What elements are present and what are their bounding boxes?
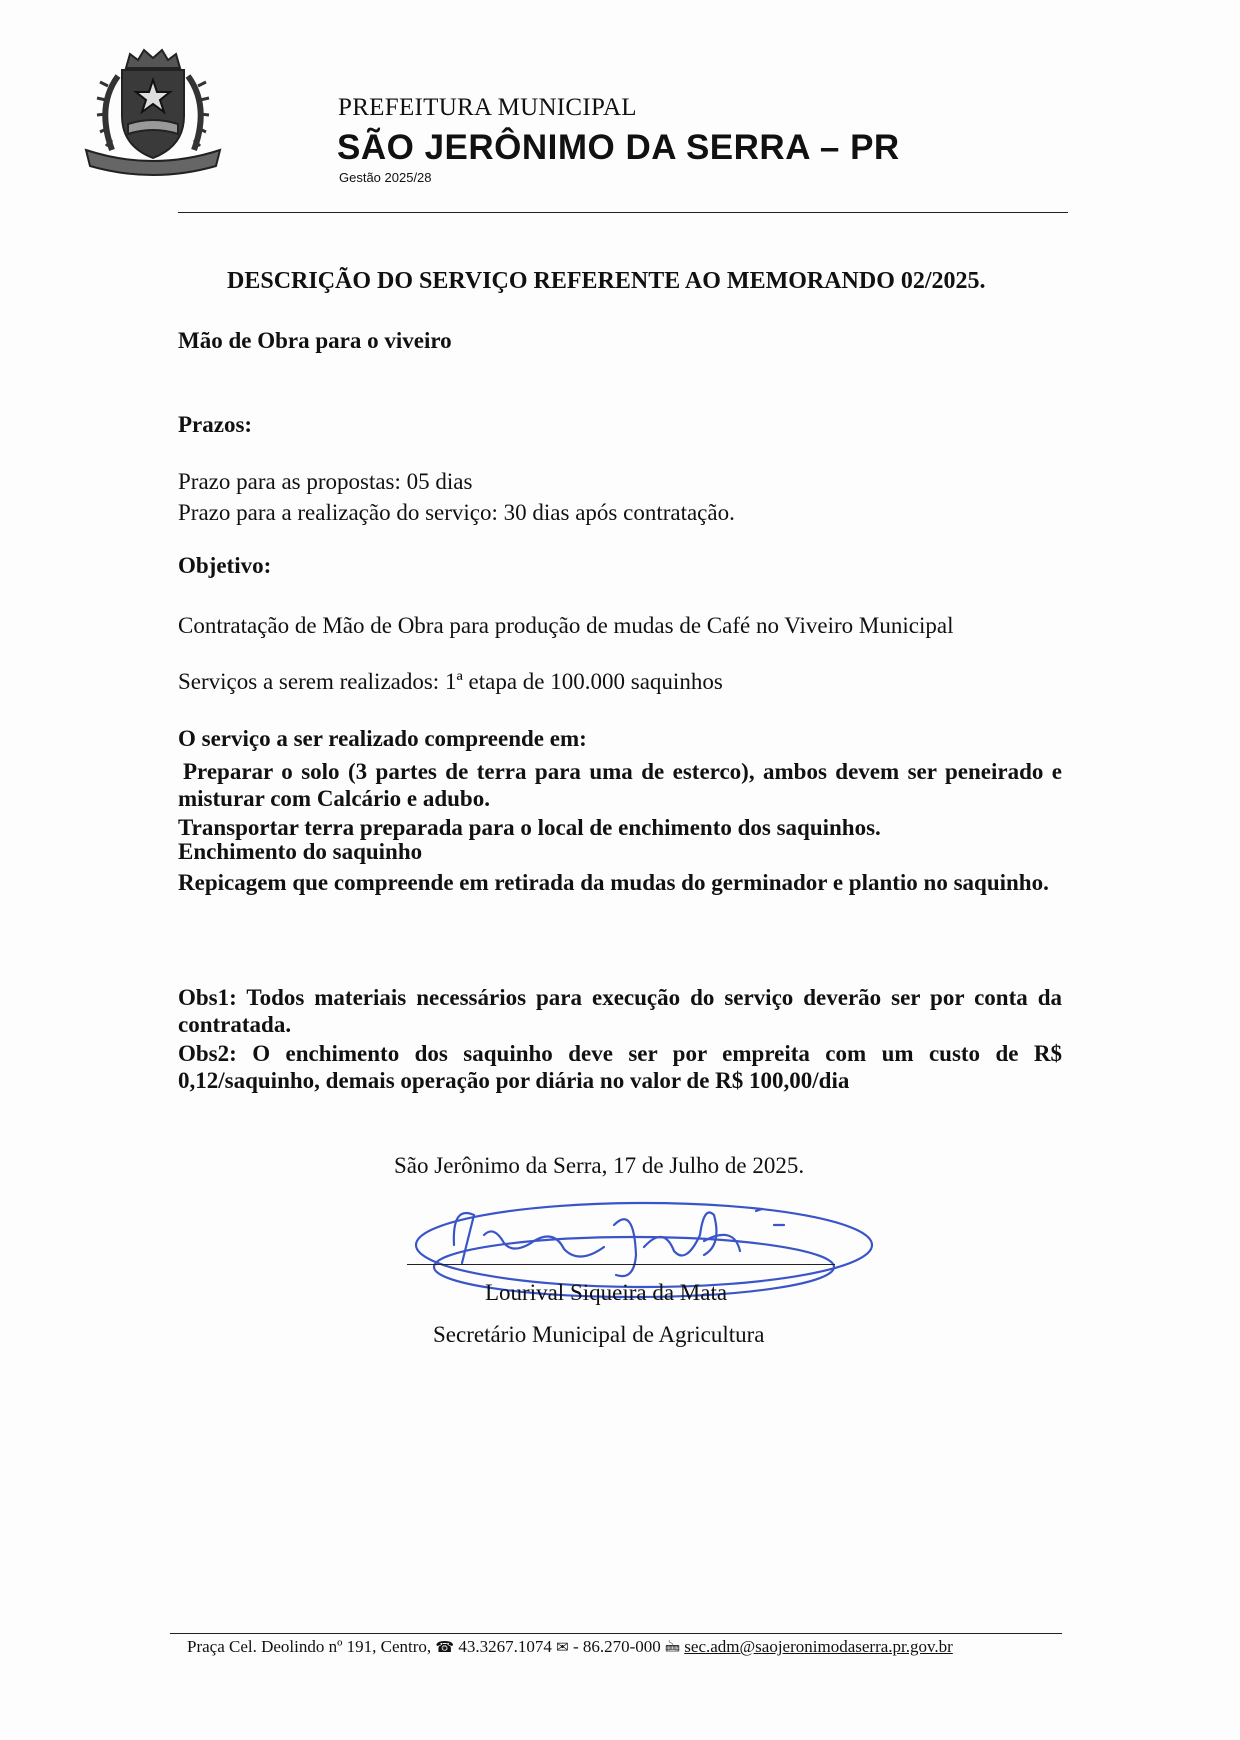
header-gestao: Gestão 2025/28 xyxy=(339,170,432,185)
subtitle: Mão de Obra para o viveiro xyxy=(178,328,452,353)
servico-item-1: Preparar o solo (3 partes de terra para uma de esterco), ambos devem ser peneirado e misturar com Calcário e adubo. xyxy=(178,759,1062,811)
phone-icon: ☎ xyxy=(435,1638,455,1656)
coat-of-arms-icon xyxy=(78,46,228,178)
header-divider xyxy=(178,212,1068,213)
prazos-heading: Prazos: xyxy=(178,412,253,437)
footer-address: Praça Cel. Deolindo nº 191, Centro, xyxy=(187,1637,432,1656)
obs-1: Obs1: Todos materiais necessários para execução do serviço deverão ser por conta da contratada. xyxy=(178,985,1062,1037)
footer-phone: 43.3267.1074 xyxy=(458,1637,552,1656)
obs-2: Obs2: O enchimento dos saquinho deve ser por empreita com um custo de R$ 0,12/saquinho, demais operação por diária no valor de R$ 100,00/dia xyxy=(178,1041,1062,1093)
signer-role: Secretário Municipal de Agricultura xyxy=(433,1322,765,1347)
header-prefeitura: PREFEITURA MUNICIPAL xyxy=(338,94,637,121)
prazo-realizacao: Prazo para a realização do serviço: 30 dias após contratação. xyxy=(178,500,735,525)
signature-line xyxy=(407,1264,835,1265)
header-municipality: SÃO JERÔNIMO DA SERRA – PR xyxy=(337,128,900,167)
servico-item-4: Repicagem que compreende em retirada da mudas do germinador e plantio no saquinho. xyxy=(178,870,1049,895)
objetivo-heading: Objetivo: xyxy=(178,553,272,578)
document-title: DESCRIÇÃO DO SERVIÇO REFERENTE AO MEMORANDO 02/2025. xyxy=(227,268,986,294)
prazo-propostas: Prazo para as propostas: 05 dias xyxy=(178,469,473,494)
servico-item-3: Enchimento do saquinho xyxy=(178,839,423,864)
objetivo-text: Contratação de Mão de Obra para produção de mudas de Café no Viveiro Municipal xyxy=(178,613,954,638)
footer-cep: - 86.270-000 xyxy=(572,1637,661,1656)
mail-icon: ✉ xyxy=(556,1638,569,1656)
signature-date: São Jerônimo da Serra, 17 de Julho de 2025. xyxy=(394,1153,805,1178)
servicos-text: Serviços a serem realizados: 1ª etapa de 100.000 saquinhos xyxy=(178,669,723,694)
servico-item-2: Transportar terra preparada para o local de enchimento dos saquinhos. xyxy=(178,815,881,840)
footer-divider xyxy=(170,1633,1062,1634)
web-icon: 🖮 xyxy=(665,1638,681,1656)
footer-email-link[interactable]: sec.adm@saojeronimodaserra.pr.gov.br xyxy=(684,1637,953,1656)
footer xyxy=(187,1637,953,1662)
signer-name: Lourival Siqueira da Mata xyxy=(485,1280,728,1305)
servico-heading: O serviço a ser realizado compreende em: xyxy=(178,726,587,751)
